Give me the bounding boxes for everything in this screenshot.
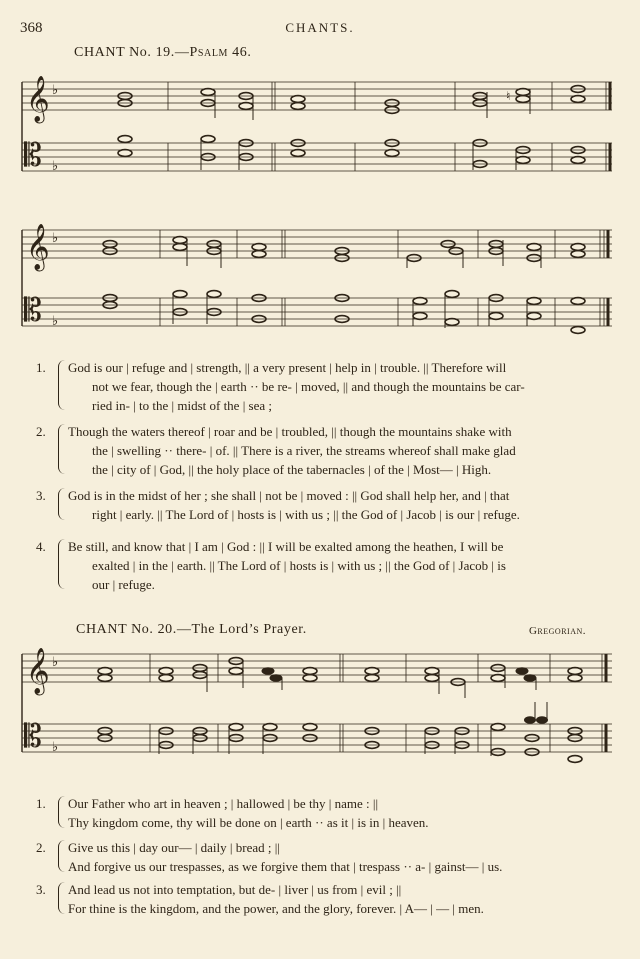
verse-brace <box>58 488 65 520</box>
verse-brace <box>58 360 65 410</box>
verse-line: exalted | in the | earth. || The Lord of | hosts is | with us ; || the God of | Jacob | is <box>92 558 506 573</box>
verse-line: our | refuge. <box>92 577 155 592</box>
chant-20-composer: Gregorian. <box>528 625 586 637</box>
chant-20-verse-3 <box>30 880 620 918</box>
svg-text:♭: ♭ <box>52 231 59 246</box>
verse-line: not we fear, though the | earth ·· be re- | moved, || and though the mountains be car- <box>92 379 525 394</box>
svg-text:𝄞: 𝄞 <box>26 648 50 694</box>
svg-text:♭: ♭ <box>52 314 59 329</box>
chant-20-verse-1 <box>30 794 620 832</box>
verse-brace <box>58 539 65 589</box>
verse-brace <box>58 840 65 872</box>
chant-19-verse-3 <box>30 486 620 524</box>
chant-20-verse-2 <box>30 838 620 876</box>
chant-20-title: CHANT No. 20.—The Lord’s Prayer. <box>76 622 307 637</box>
chant-19-system-2 <box>0 218 640 343</box>
chant-19-verse-2 <box>30 422 620 479</box>
chant-19-title-psalm: Psalm 46. <box>189 45 252 60</box>
svg-text:𝄡: 𝄡 <box>24 717 42 755</box>
verse-line: Thy kingdom come, thy will be done on | earth ·· as it | is in | heaven. <box>68 815 429 830</box>
verse-line: the | city of | God, || the holy place of the tabernacles | of the | Most— | High. <box>92 462 492 477</box>
verse-brace <box>58 882 65 914</box>
verse-line: right | early. || The Lord of | hosts is | with us ; || the God of | Jacob | is our | refuge. <box>92 507 520 522</box>
chant-19-title-main: CHANT No. 19.— <box>74 45 190 60</box>
verse-line: Give us this | day our— | daily | bread ; || <box>68 840 280 855</box>
verse-line: ried in- | to the | midst of the | sea ; <box>92 398 273 413</box>
svg-text:𝄞: 𝄞 <box>26 224 50 270</box>
verse-line: the | swelling ·· there- | of. || There is a river, the streams whereof shall make glad <box>92 443 516 458</box>
svg-text:♮: ♮ <box>506 89 511 103</box>
verse-number: 2. <box>36 840 46 855</box>
verse-line: Though the waters thereof | roar and be | troubled, || though the mountains shake with <box>68 424 512 439</box>
verse-number: 1. <box>36 796 46 811</box>
svg-text:♭: ♭ <box>52 83 59 98</box>
verse-line: And lead us not into temptation, but de- | liver | us from | evil ; || <box>68 882 402 897</box>
svg-text:𝄡: 𝄡 <box>24 291 42 329</box>
verse-number: 4. <box>36 539 46 554</box>
verse-brace <box>58 796 65 828</box>
page-number: 368 <box>20 20 43 36</box>
verse-line: Be still, and know that | I am | God : || I will be exalted among the heathen, I will be <box>68 539 504 554</box>
verse-brace <box>58 424 65 474</box>
svg-text:♭: ♭ <box>52 740 59 755</box>
verse-number: 3. <box>36 882 46 897</box>
chant-19-system-1 <box>0 70 640 195</box>
verse-line: God is in the midst of her ; she shall | not be | moved : || God shall help her, and | that <box>68 488 510 503</box>
verse-line: God is our | refuge and | strength, || a very present | help in | trouble. || Therefore will <box>68 360 507 375</box>
verse-number: 1. <box>36 360 46 375</box>
verse-line: For thine is the kingdom, and the power, and the glory, forever. | A— | — | men. <box>68 901 484 916</box>
verse-line: Our Father who art in heaven ; | hallowed | be thy | name : || <box>68 796 379 811</box>
chant-19-verse-1 <box>30 358 620 415</box>
svg-text:𝄞: 𝄞 <box>26 76 50 122</box>
chant-19-verse-4 <box>30 537 620 594</box>
svg-text:𝄡: 𝄡 <box>24 136 42 174</box>
verse-number: 2. <box>36 424 46 439</box>
verse-number: 3. <box>36 488 46 503</box>
svg-text:♭: ♭ <box>52 655 59 670</box>
running-head: CHANTS. <box>285 20 355 35</box>
verse-line: And forgive us our trespasses, as we forgive them that | trespass ·· a- | gainst— | us. <box>68 859 503 874</box>
chant-20-system <box>0 642 640 777</box>
svg-text:♭: ♭ <box>52 159 59 174</box>
chant-19-title <box>74 45 251 61</box>
